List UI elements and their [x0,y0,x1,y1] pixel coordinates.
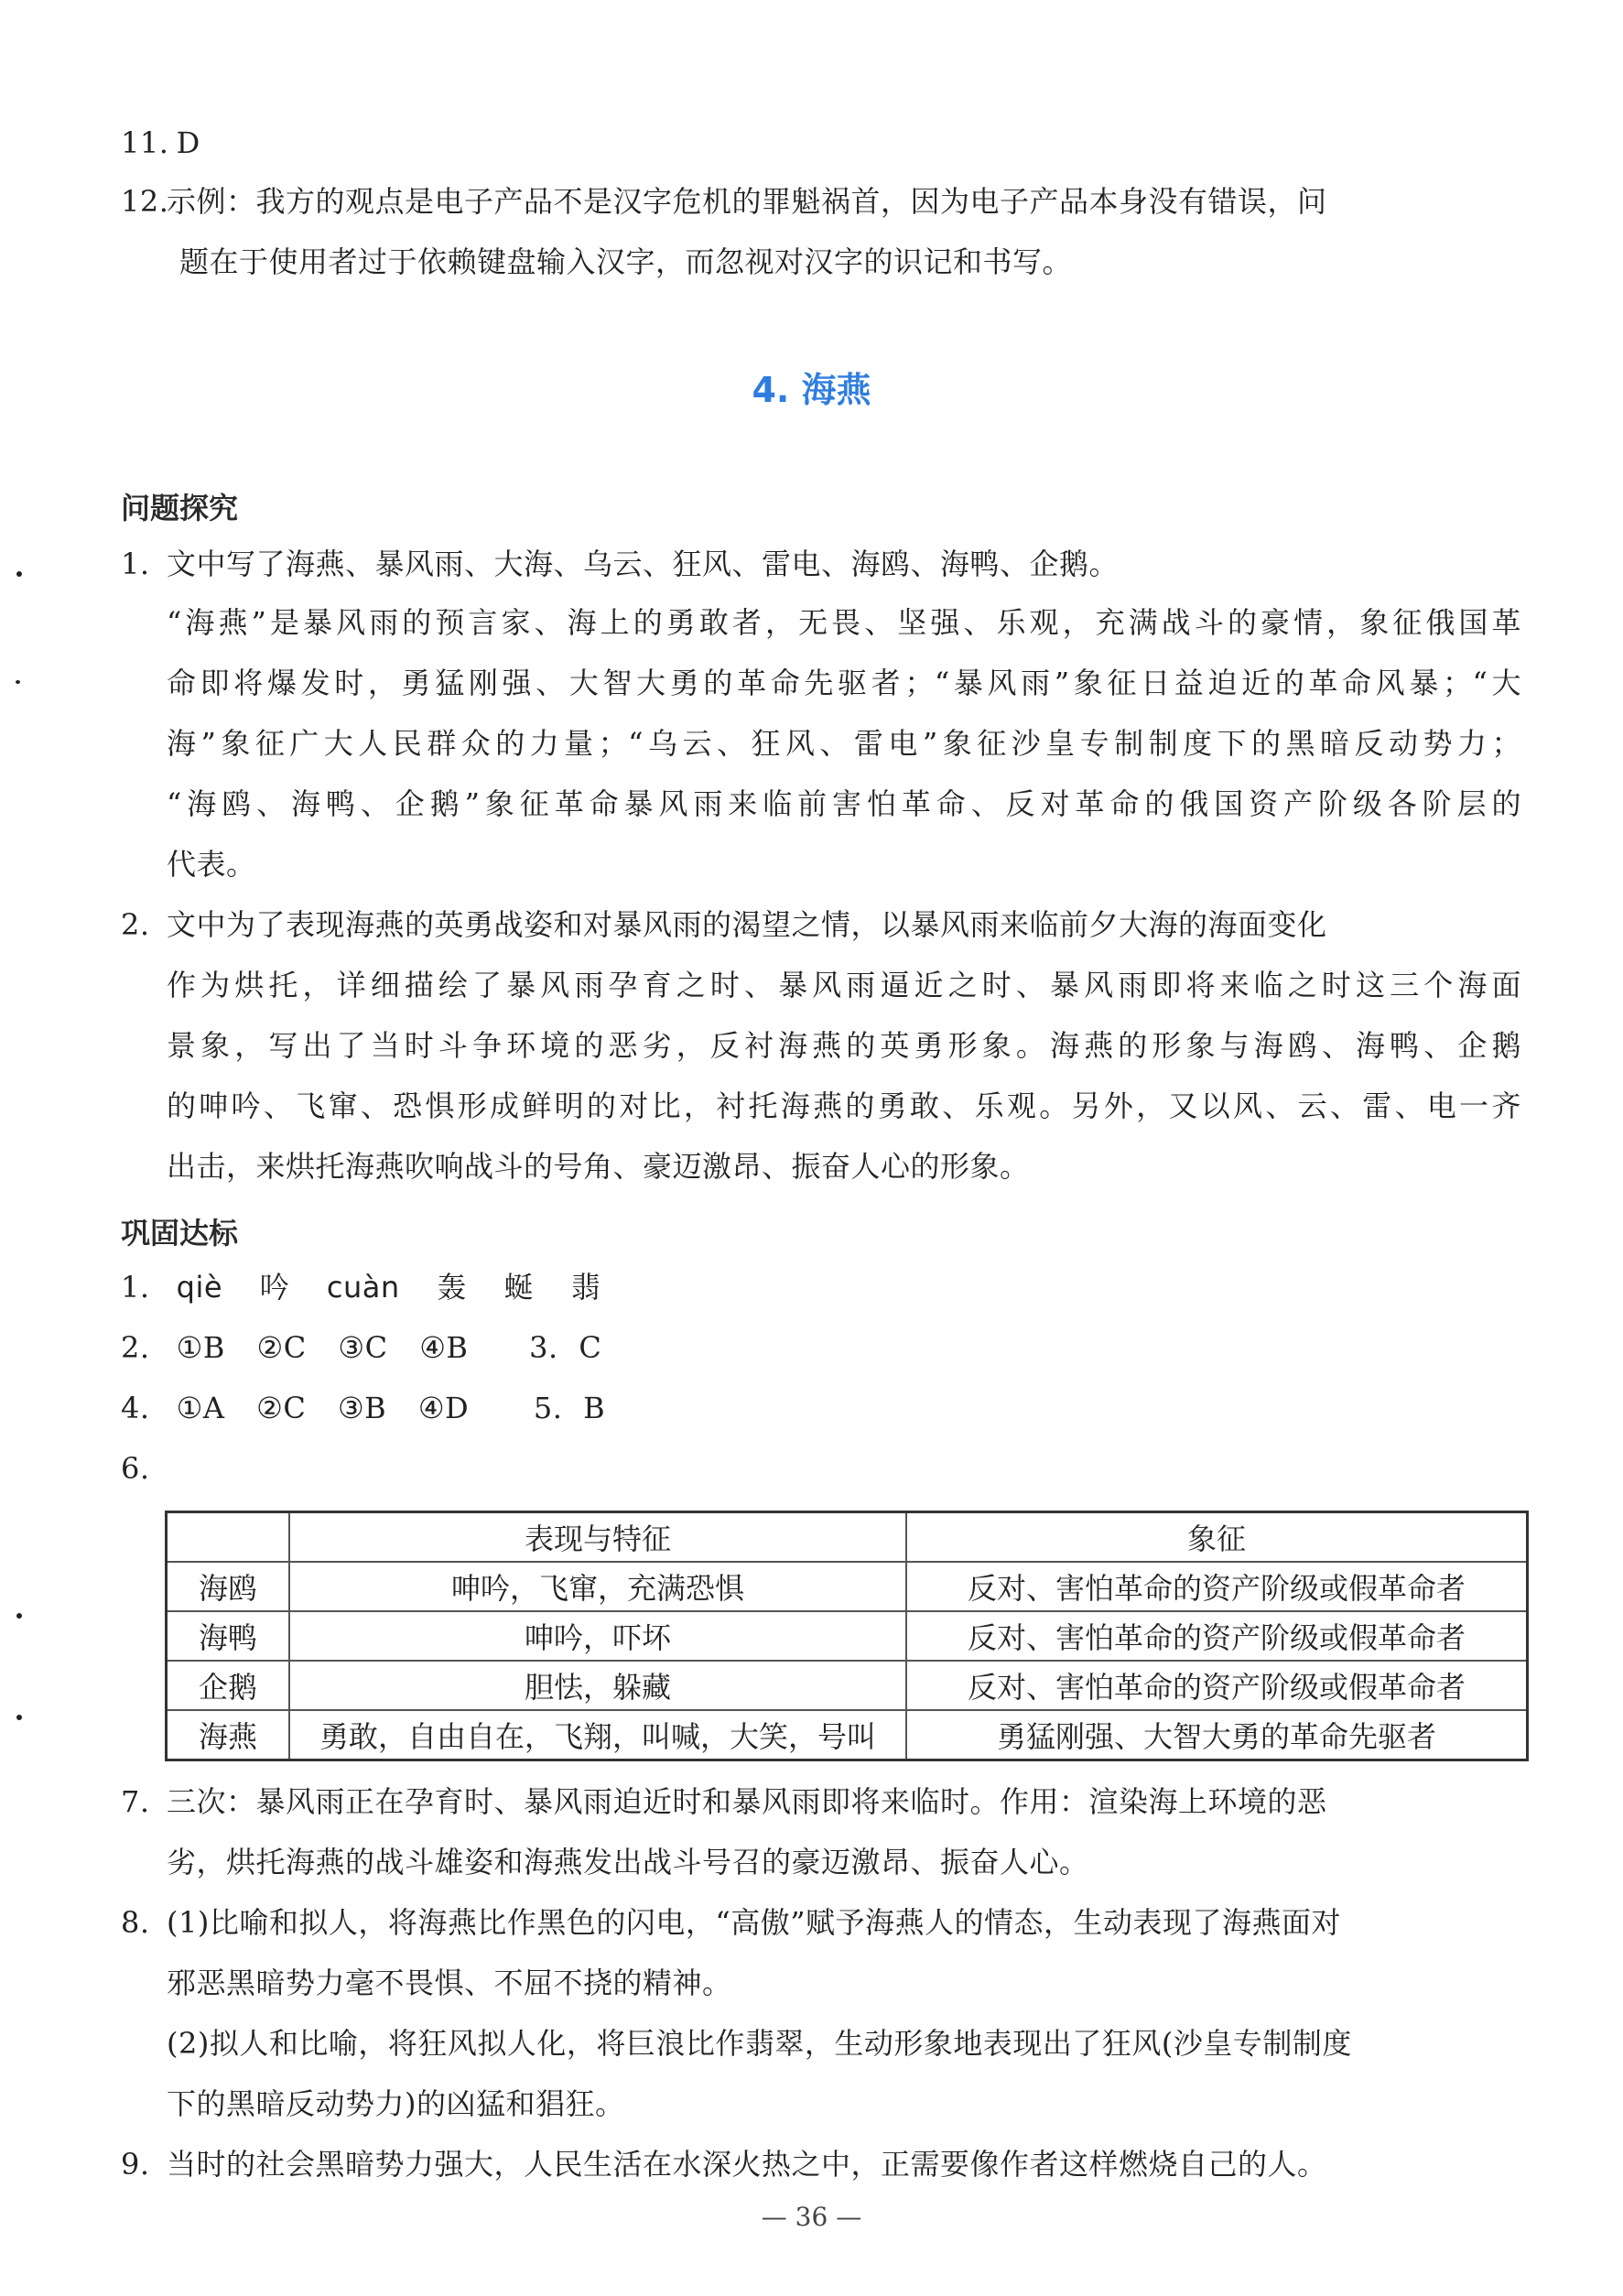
answer-number: 12. [121,184,169,219]
pinyin-item: cuàn [326,1270,400,1305]
table-cell: 反对、害怕革命的资产阶级或假革命者 [906,1611,1528,1661]
answer-text: D [176,125,200,160]
section-heading-consolidate: 巩固达标 [121,1216,239,1251]
table-cell: 勇敢，自由自在，飞翔，叫喊，大笑，号叫 [289,1710,906,1760]
answer-number: 8. [121,1905,150,1940]
inquiry-answer-1 [121,546,1119,582]
answer-text: 文中写了海燕、暴风雨、大海、乌云、狂风、雷电、海鸥、海鸭、企鹅。 [167,547,1120,581]
consolidate-answer-8-line: 邪恶黑暗势力毫不畏惧、不屈不挠的精神。 [167,1966,732,2000]
answer-text: 示例：我方的观点是电子产品不是汉字危机的罪魁祸首，因为电子产品本身没有错误，问 [167,184,1327,219]
inquiry-answer-1-para: 命即将爆发时，勇猛刚强、大智大勇的革命先驱者；“暴风雨”象征日益迫近的革命风暴；“大 [167,666,1521,700]
consolidate-answer-1 [121,1269,601,1305]
choice-item: ③C [338,1330,388,1365]
margin-mark [16,680,20,684]
inquiry-answer-2-line: 景象，写出了当时斗争环境的恶劣，反衬海燕的英勇形象。海燕的形象与海鸥、海鸭、企鹅 [167,1028,1521,1063]
char-item: 轰 [437,1270,467,1305]
answer-text: 当时的社会黑暗势力强大，人民生活在水深火热之中，正需要像作者这样燃烧自己的人。 [167,2147,1327,2182]
table-cell: 勇猛刚强、大智大勇的革命先驱者 [906,1710,1528,1760]
choice-item: ①B [176,1330,225,1365]
lesson-title: 4. 海燕 [752,370,871,410]
inquiry-answer-1-para: “海燕”是暴风雨的预言家、海上的勇敢者，无畏、坚强、乐观，充满战斗的豪情，象征俄国革 [167,605,1521,640]
consolidate-answer-8 [121,1904,1341,1941]
table-header-row [167,1512,1528,1563]
answer-number: 6. [121,1451,150,1486]
symbol-table [165,1511,1529,1761]
answer-12 [121,183,1327,220]
answer-11 [121,125,200,161]
table-row [167,1611,1528,1661]
margin-mark [16,571,22,577]
page-number: — 36 — [761,2202,862,2232]
answer-number: 1. [121,1270,150,1305]
answer-text: B [583,1391,606,1425]
answer-number: 1. [121,547,150,581]
answer-number: 2. [121,907,150,942]
table-cell: 海燕 [167,1710,290,1760]
consolidate-answer-8-line: (2)拟人和比喻，将狂风拟人化，将巨浪比作翡翠，生动形象地表现出了狂风(沙皇专制制度 [167,2026,1352,2061]
choice-item: ④B [419,1330,469,1365]
consolidate-answer-6 [121,1450,167,1487]
answer-text: 三次：暴风雨正在孕育时、暴风雨迫近时和暴风雨即将来临时。作用：渲染海上环境的恶 [167,1784,1327,1819]
margin-mark [16,1613,22,1619]
table-cell: 企鹅 [167,1661,290,1710]
margin-mark [16,1715,22,1720]
consolidate-answer-7-line: 劣，烘托海燕的战斗雄姿和海燕发出战斗号召的豪迈激昂、振奋人心。 [167,1845,1089,1879]
table-row [167,1710,1528,1760]
answer-number: 3. [529,1330,558,1365]
choice-item: ②C [256,1391,307,1425]
char-item: 翡 [570,1270,601,1305]
char-item: 吟 [259,1270,290,1305]
consolidate-answer-4-5 [121,1390,605,1426]
inquiry-answer-2-line: 作为烘托，详细描绘了暴风雨孕育之时、暴风雨逼近之时、暴风雨即将来临之时这三个海面 [167,968,1521,1002]
inquiry-answer-2-line: 出击，来烘托海燕吹响战斗的号角、豪迈激昂、振奋人心的形象。 [167,1149,1030,1184]
answer-number: 5. [533,1391,563,1425]
table-header: 象征 [906,1512,1528,1563]
choice-item: ①A [176,1391,225,1425]
inquiry-answer-1-para: 海”象征广大人民群众的力量；“乌云、狂风、雷电”象征沙皇专制制度下的黑暗反动势力； [167,726,1521,761]
consolidate-answer-2-3 [121,1329,601,1366]
answer-text: C [579,1330,602,1365]
table-cell: 呻吟，飞窜，充满恐惧 [289,1562,906,1611]
char-item: 蜒 [503,1270,535,1305]
table-cell: 反对、害怕革命的资产阶级或假革命者 [906,1562,1528,1611]
section-heading-inquiry: 问题探究 [121,491,239,525]
choice-item: ④D [417,1391,470,1425]
inquiry-answer-1-para: “海鸥、海鸭、企鹅”象征革命暴风雨来临前害怕革命、反对革命的俄国资产阶级各阶层的 [167,786,1521,821]
table-cell: 胆怯，躲藏 [289,1661,906,1710]
table-cell: 海鸭 [167,1611,290,1661]
table-header: 表现与特征 [289,1512,906,1563]
answer-number: 2. [121,1330,150,1365]
table-row [167,1661,1528,1710]
answer-12-cont: 题在于使用者过于依赖键盘输入汉字，而忽视对汉字的识记和书写。 [179,244,1073,279]
choice-item: ③B [337,1391,387,1425]
answer-text: (1)比喻和拟人，将海燕比作黑色的闪电，“高傲”赋予海燕人的情态，生动表现了海燕面对 [167,1905,1342,1940]
answer-number: 4. [121,1391,150,1425]
answer-text: 文中为了表现海燕的英勇战姿和对暴风雨的渴望之情，以暴风雨来临前夕大海的海面变化 [167,907,1327,942]
inquiry-answer-2 [121,906,1327,943]
choice-item: ②C [256,1330,307,1365]
pinyin-item: qiè [176,1270,223,1305]
answer-number: 11. [121,125,169,160]
consolidate-answer-9 [121,2146,1327,2182]
table-header [167,1512,290,1563]
answer-number: 9. [121,2147,150,2182]
table-cell: 呻吟，吓坏 [289,1611,906,1661]
inquiry-answer-2-line: 的呻吟、飞窜、恐惧形成鲜明的对比，衬托海燕的勇敢、乐观。另外，又以风、云、雷、电一齐 [167,1088,1521,1123]
consolidate-answer-7 [121,1783,1327,1820]
table-cell: 海鸥 [167,1562,290,1611]
answer-number: 7. [121,1784,150,1819]
table-cell: 反对、害怕革命的资产阶级或假革命者 [906,1661,1528,1710]
consolidate-answer-8-line: 下的黑暗反动势力)的凶猛和猖狂。 [167,2086,625,2121]
inquiry-answer-1-para: 代表。 [167,847,256,882]
table-row [167,1562,1528,1611]
